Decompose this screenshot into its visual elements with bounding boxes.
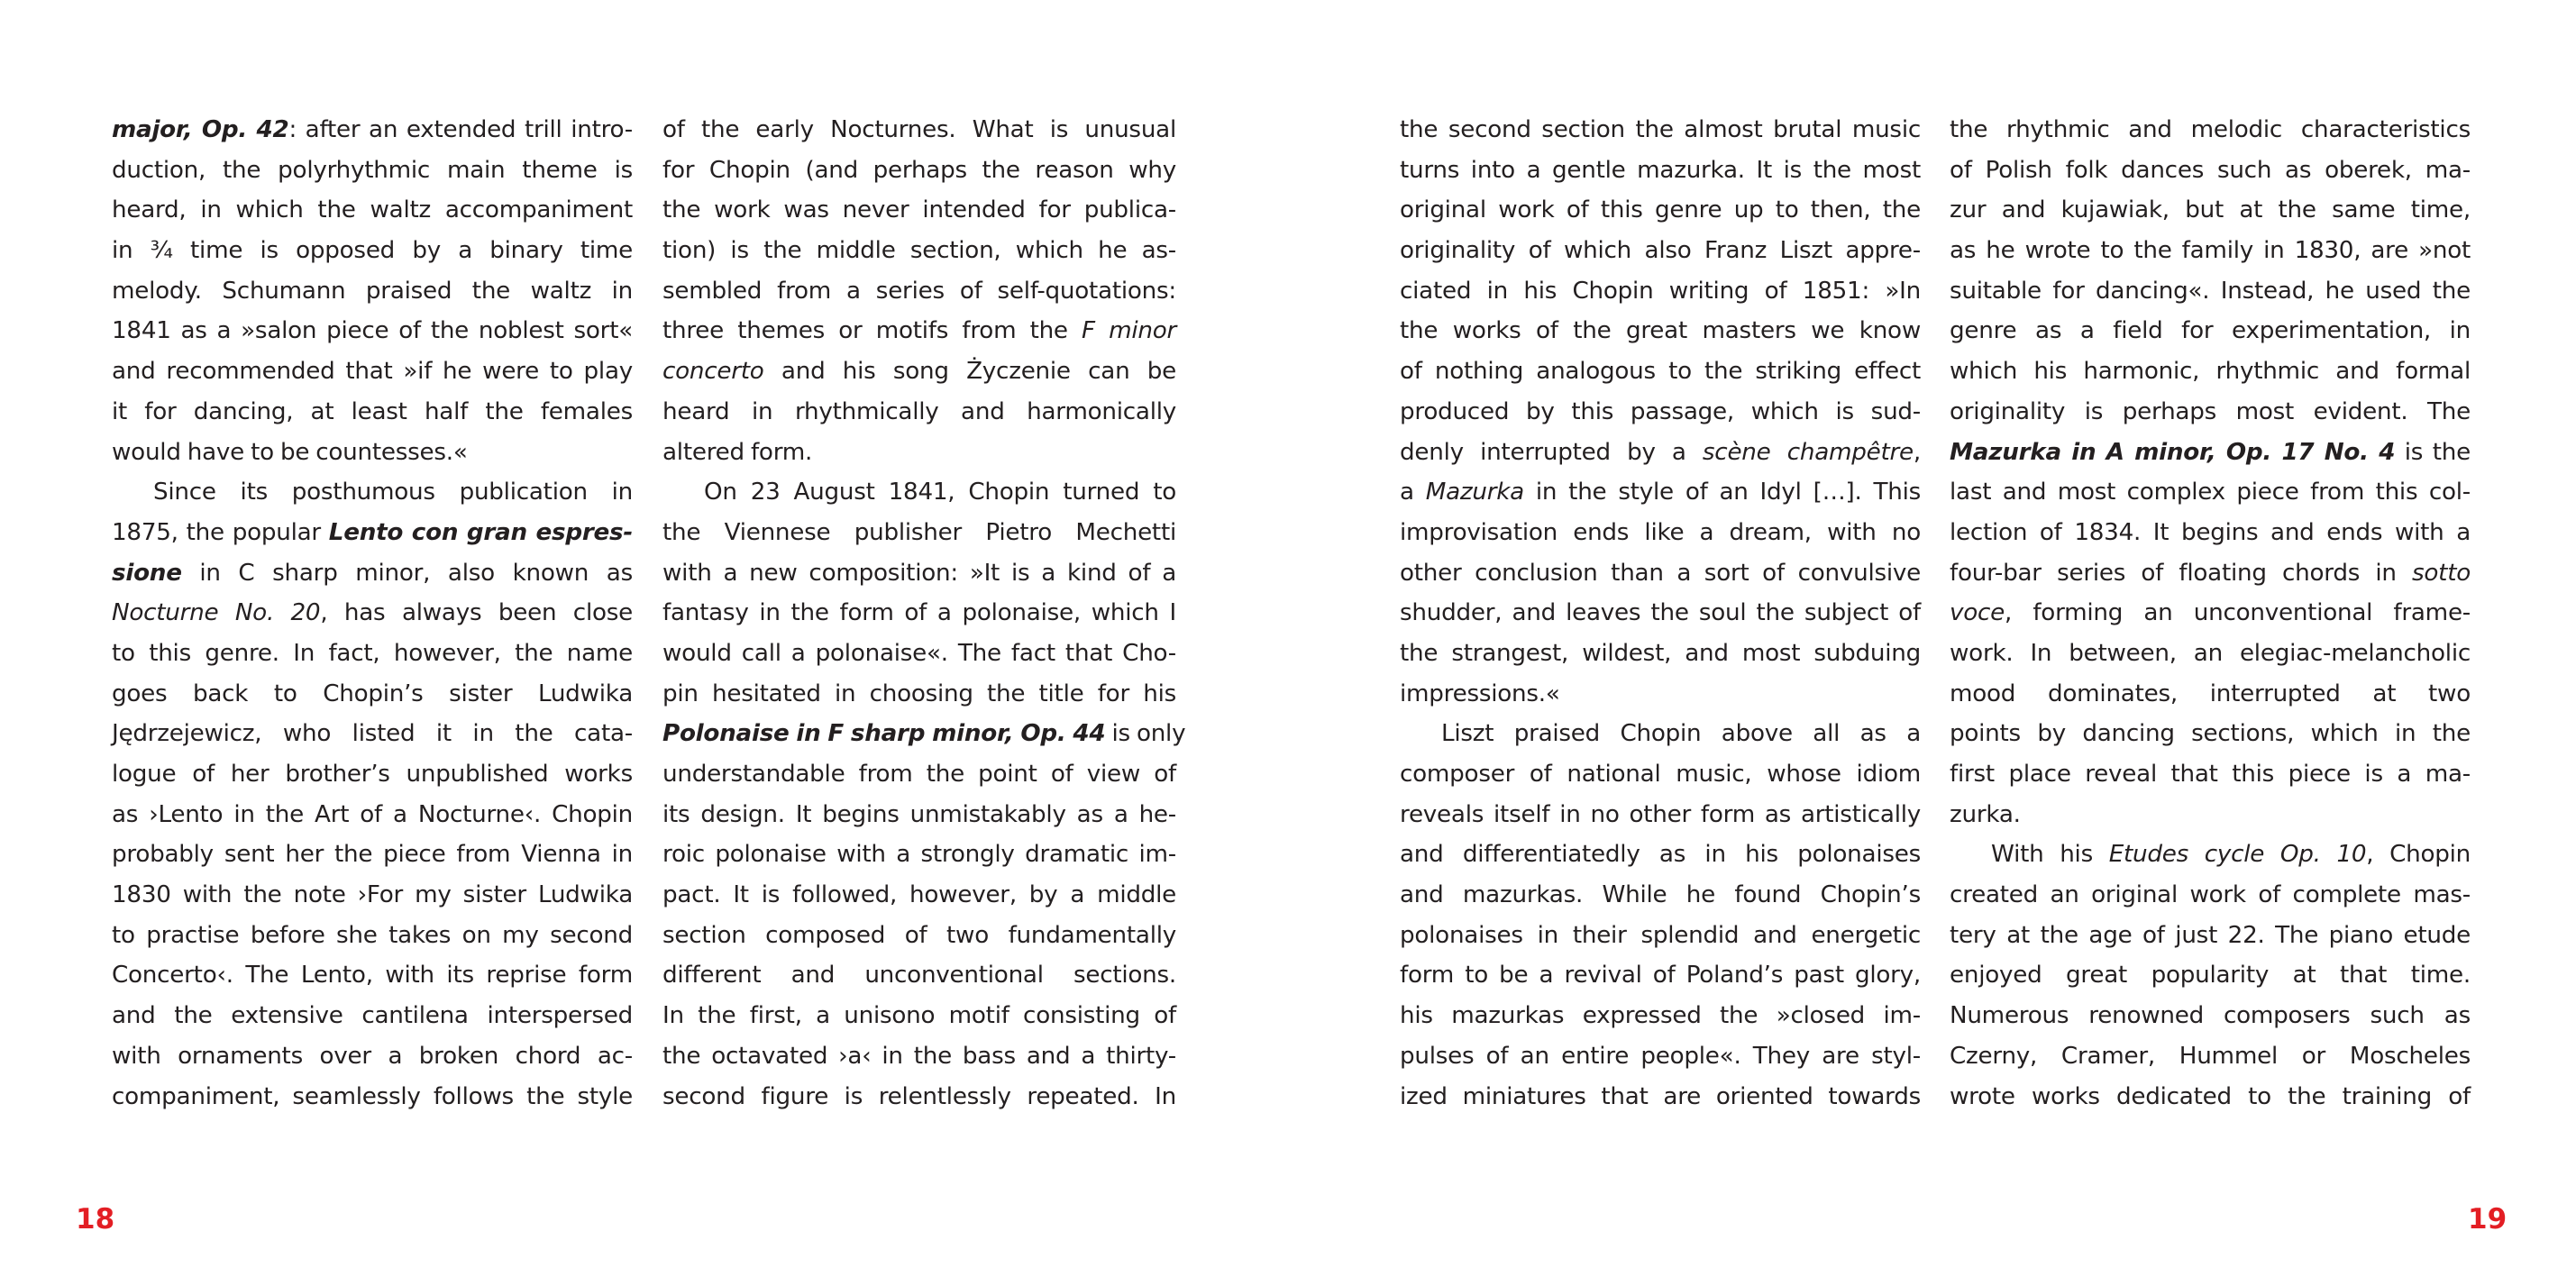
- page-number-right: 19: [2468, 1203, 2507, 1236]
- text-line: [662, 190, 1176, 231]
- text-line: [112, 835, 633, 875]
- text-column-2: [662, 110, 1186, 1117]
- text-column-3: [1400, 110, 1921, 1117]
- text-line: [1950, 231, 2471, 271]
- body-text: with ornaments over a broken chord ac-: [112, 1042, 633, 1070]
- text-column-1: [112, 110, 633, 1117]
- body-text: zurka.: [1950, 800, 2021, 828]
- body-text: would call a polonaise«. The fact that Cho-: [662, 639, 1176, 667]
- text-line: [112, 392, 633, 433]
- text-line: [662, 351, 1176, 392]
- body-text: and recommended that »if he were to play: [112, 358, 633, 386]
- body-text: as he wrote to the family in 1830, are »not: [1950, 237, 2471, 265]
- text-line: [112, 1036, 633, 1077]
- work-title-text: Lento con gran espres-: [328, 518, 633, 546]
- body-text: produced by this passage, which is sud-: [1400, 397, 1921, 425]
- body-text: which his harmonic, rhythmic and formal: [1950, 358, 2471, 386]
- text-line: [1400, 513, 1921, 553]
- text-line: [112, 351, 633, 392]
- text-line: [112, 593, 633, 634]
- work-title-text: Mazurka in A minor, Op. 17 No. 4: [1950, 438, 2396, 466]
- text-line: [112, 674, 633, 715]
- text-line: [1400, 634, 1921, 674]
- text-line: [1950, 754, 2471, 795]
- body-text: sembled from a series of self-quotations:: [662, 277, 1176, 305]
- body-text: is the: [2395, 438, 2471, 466]
- text-line: [1950, 271, 2471, 312]
- body-text: in ¾ time is opposed by a binary time: [112, 237, 633, 265]
- body-text: ciated in his Chopin writing of 1851: »In: [1400, 277, 1921, 305]
- body-text: suitable for dancing«. Instead, he used the: [1950, 277, 2471, 305]
- text-line: [112, 875, 633, 916]
- body-text: pin hesitated in choosing the title for his: [662, 680, 1176, 707]
- body-text: genre as a field for experimentation, in: [1950, 317, 2471, 345]
- body-text: ized miniatures that are oriented towards: [1400, 1082, 1921, 1110]
- text-line: [1400, 795, 1921, 835]
- body-text: , has always been close: [320, 599, 633, 627]
- work-title-text: sione: [112, 559, 182, 587]
- text-line: [1400, 190, 1921, 231]
- body-text: polonaises in their splendid and energetic: [1400, 921, 1921, 949]
- text-line: [1400, 392, 1921, 433]
- italic-text: concerto: [662, 358, 764, 386]
- body-text: zur and kujawiak, but at the same time,: [1950, 196, 2471, 224]
- text-line: [112, 1077, 633, 1117]
- body-text: , Chopin: [2366, 841, 2471, 869]
- body-text: the strangest, wildest, and most subduing: [1400, 639, 1921, 667]
- body-text: Concerto‹. The Lento, with its reprise form: [112, 962, 633, 990]
- body-text: shudder, and leaves the soul the subject of: [1400, 599, 1921, 627]
- body-text: enjoyed great popularity at that time.: [1950, 962, 2471, 990]
- text-line: [662, 433, 1176, 473]
- body-text: for Chopin (and perhaps the reason why: [662, 156, 1176, 184]
- text-line: [1950, 433, 2471, 473]
- body-text: Since its posthumous publication in: [153, 479, 633, 506]
- body-text: Jędrzejewicz, who listed it in the cata-: [112, 720, 633, 748]
- text-line: [1400, 110, 1921, 151]
- body-text: 1875, the popular: [112, 518, 329, 546]
- body-text: companiment, seamlessly follows the style: [112, 1082, 633, 1110]
- text-line: [662, 795, 1176, 835]
- text-line: [1400, 231, 1921, 271]
- body-text: pulses of an entire people«. They are styl-: [1400, 1042, 1921, 1070]
- italic-text: Mazurka: [1425, 479, 1524, 506]
- body-text: altered form.: [662, 438, 813, 466]
- text-line: [662, 392, 1176, 433]
- text-line: [112, 916, 633, 956]
- text-line: [662, 513, 1176, 553]
- text-line: [1950, 916, 2471, 956]
- body-text: tion) is the middle section, which he as-: [662, 237, 1176, 265]
- body-text: his mazurkas expressed the »closed im-: [1400, 1002, 1921, 1030]
- text-line: [1950, 311, 2471, 351]
- text-line: [112, 433, 633, 473]
- body-text: , forming an unconventional frame-: [2005, 599, 2471, 627]
- text-line: [112, 271, 633, 312]
- body-text: 1830 with the note ›For my sister Ludwika: [112, 881, 633, 909]
- body-text: impressions.«: [1400, 680, 1560, 707]
- italic-text: voce: [1950, 599, 2005, 627]
- text-line: [662, 916, 1176, 956]
- page-number-left: 18: [76, 1203, 115, 1236]
- text-line: [662, 875, 1176, 916]
- body-text: In the first, a unisono motif consisting of: [662, 1002, 1176, 1030]
- body-text: in the style of an Idyl […]. This: [1523, 479, 1921, 506]
- body-text: to this genre. In fact, however, the name: [112, 639, 633, 667]
- text-line: [1400, 472, 1921, 513]
- body-text: wrote works dedicated to the training of: [1950, 1082, 2471, 1110]
- body-text: form to be a revival of Poland’s past glory,: [1400, 962, 1921, 990]
- body-text: Numerous renowned composers such as: [1950, 1002, 2471, 1030]
- body-text: the Viennese publisher Pietro Mechetti: [662, 518, 1176, 546]
- text-line: [1950, 513, 2471, 553]
- text-line: [112, 634, 633, 674]
- text-line: [112, 311, 633, 351]
- text-line: [662, 593, 1176, 634]
- text-line: [662, 1077, 1176, 1117]
- body-text: turns into a gentle mazurka. It is the most: [1400, 156, 1921, 184]
- body-text: ,: [1913, 438, 1921, 466]
- text-line: [1950, 593, 2471, 634]
- body-text: is only: [1105, 720, 1186, 748]
- text-line: [112, 553, 633, 594]
- text-line: [662, 835, 1176, 875]
- text-line: [662, 231, 1176, 271]
- body-text: of the early Nocturnes. What is unusual: [662, 116, 1176, 143]
- text-line: [662, 996, 1176, 1036]
- body-text: it for dancing, at least half the females: [112, 397, 633, 425]
- text-line: [662, 634, 1176, 674]
- text-line: [1400, 875, 1921, 916]
- body-text: understandable from the point of view of: [662, 761, 1176, 788]
- body-text: pact. It is followed, however, by a middle: [662, 881, 1176, 909]
- text-line: [1950, 674, 2471, 715]
- body-text: lection of 1834. It begins and ends with a: [1950, 518, 2471, 546]
- text-line: [1400, 351, 1921, 392]
- text-line: [1400, 835, 1921, 875]
- work-title-text: Polonaise in F sharp minor, Op. 44: [662, 720, 1106, 748]
- body-text: originality is perhaps most evident. The: [1950, 397, 2471, 425]
- text-line: [112, 110, 633, 151]
- body-text: 1841 as a »salon piece of the noblest sort«: [112, 317, 633, 345]
- body-text: last and most complex piece from this col-: [1950, 479, 2471, 506]
- body-text: With his: [1991, 841, 2109, 869]
- text-line: [1950, 835, 2471, 875]
- body-text: heard in rhythmically and harmonically: [662, 397, 1176, 425]
- italic-text: Etudes cycle Op. 10: [2108, 841, 2367, 869]
- text-line: [1950, 795, 2471, 835]
- text-line: [662, 553, 1176, 594]
- body-text: of nothing analogous to the striking effect: [1400, 358, 1921, 386]
- body-text: composer of national music, whose idiom: [1400, 761, 1921, 788]
- body-text: the works of the great masters we know: [1400, 317, 1921, 345]
- work-title-text: major, Op. 42: [112, 116, 289, 143]
- body-text: Czerny, Cramer, Hummel or Moscheles: [1950, 1042, 2471, 1070]
- text-line: [1950, 634, 2471, 674]
- text-line: [1950, 955, 2471, 996]
- body-text: to practise before she takes on my second: [112, 921, 633, 949]
- text-line: [1400, 553, 1921, 594]
- body-text: duction, the polyrhythmic main theme is: [112, 156, 633, 184]
- body-text: of Polish folk dances such as oberek, ma-: [1950, 156, 2471, 184]
- italic-text: sotto: [2412, 559, 2471, 587]
- body-text: its design. It begins unmistakably as a he-: [662, 800, 1176, 828]
- body-text: originality of which also Franz Liszt appre-: [1400, 237, 1921, 265]
- body-text: and the extensive cantilena interspersed: [112, 1002, 633, 1030]
- text-line: [1400, 151, 1921, 191]
- body-text: probably sent her the piece from Vienna in: [112, 841, 633, 869]
- body-text: roic polonaise with a strongly dramatic im-: [662, 841, 1176, 869]
- body-text: melody. Schumann praised the waltz in: [112, 277, 633, 305]
- text-line: [662, 1036, 1176, 1077]
- body-text: heard, in which the waltz accompaniment: [112, 196, 633, 224]
- body-text: different and unconventional sections.: [662, 962, 1176, 990]
- text-line: [1400, 714, 1921, 754]
- text-line: [662, 271, 1176, 312]
- body-text: created an original work of complete mas-: [1950, 881, 2471, 909]
- body-text: points by dancing sections, which in the: [1950, 720, 2471, 748]
- text-line: [1950, 553, 2471, 594]
- text-line: [1400, 674, 1921, 715]
- body-text: four-bar series of floating chords in: [1950, 559, 2413, 587]
- italic-text: F minor: [1082, 317, 1176, 345]
- text-line: [1400, 754, 1921, 795]
- body-text: Liszt praised Chopin above all as a: [1441, 720, 1921, 748]
- body-text: fantasy in the form of a polonaise, which I: [662, 599, 1176, 627]
- body-text: section composed of two fundamentally: [662, 921, 1176, 949]
- body-text: reveals itself in no other form as artistically: [1400, 800, 1921, 828]
- body-text: goes back to Chopin’s sister Ludwika: [112, 680, 633, 707]
- text-line: [112, 513, 633, 553]
- text-line: [1950, 190, 2471, 231]
- body-text: three themes or motifs from the: [662, 317, 1082, 345]
- body-text: and his song Życzenie can be: [763, 358, 1176, 386]
- text-line: [1950, 714, 2471, 754]
- text-line: [662, 151, 1176, 191]
- body-text: would have to be countesses.«: [112, 438, 468, 466]
- text-line: [1400, 1036, 1921, 1077]
- text-line: [1950, 1077, 2471, 1117]
- text-line: [1950, 472, 2471, 513]
- text-line: [1400, 311, 1921, 351]
- body-text: other conclusion than a sort of convulsive: [1400, 559, 1921, 587]
- text-line: [112, 190, 633, 231]
- text-line: [112, 955, 633, 996]
- text-line: [1400, 593, 1921, 634]
- body-text: the work was never intended for publica-: [662, 196, 1176, 224]
- body-text: tery at the age of just 22. The piano etude: [1950, 921, 2471, 949]
- italic-text: Nocturne No. 20: [112, 599, 321, 627]
- text-line: [662, 110, 1176, 151]
- body-text: the second section the almost brutal music: [1400, 116, 1921, 143]
- italic-text: scène champêtre: [1702, 438, 1914, 466]
- body-text: second figure is relentlessly repeated. In: [662, 1082, 1176, 1110]
- body-text: the octavated ›a‹ in the bass and a thirty-: [662, 1042, 1176, 1070]
- text-line: [662, 955, 1176, 996]
- text-line: [1950, 875, 2471, 916]
- text-line: [1950, 996, 2471, 1036]
- text-line: [112, 754, 633, 795]
- text-line: [1400, 916, 1921, 956]
- body-text: work. In between, an elegiac-melancholic: [1950, 639, 2471, 667]
- text-line: [662, 311, 1176, 351]
- body-text: mood dominates, interrupted at two: [1950, 680, 2471, 707]
- text-line: [1950, 110, 2471, 151]
- text-line: [1950, 151, 2471, 191]
- body-text: the rhythmic and melodic characteristics: [1950, 116, 2471, 143]
- text-line: [1400, 271, 1921, 312]
- text-line: [1400, 996, 1921, 1036]
- text-line: [112, 151, 633, 191]
- body-text: and differentiatedly as in his polonaises: [1400, 841, 1921, 869]
- text-line: [112, 231, 633, 271]
- text-line: [662, 674, 1176, 715]
- text-line: [1400, 433, 1921, 473]
- text-line: [662, 714, 1186, 754]
- body-text: logue of her brother’s unpublished works: [112, 761, 633, 788]
- text-line: [1950, 1036, 2471, 1077]
- page-right: [1288, 0, 2576, 1277]
- body-text: denly interrupted by a: [1400, 438, 1703, 466]
- body-text: first place reveal that this piece is a ma-: [1950, 761, 2471, 788]
- body-text: improvisation ends like a dream, with no: [1400, 518, 1921, 546]
- body-text: a: [1400, 479, 1426, 506]
- body-text: with a new composition: »It is a kind of a: [662, 559, 1176, 587]
- text-column-4: [1950, 110, 2471, 1117]
- body-text: original work of this genre up to then, the: [1400, 196, 1921, 224]
- text-line: [1400, 1077, 1921, 1117]
- text-line: [112, 795, 633, 835]
- body-text: On 23 August 1841, Chopin turned to: [704, 479, 1176, 506]
- text-line: [1950, 351, 2471, 392]
- body-text: as ›Lento in the Art of a Nocturne‹. Chopin: [112, 800, 633, 828]
- body-text: in C sharp minor, also known as: [181, 559, 633, 587]
- text-line: [112, 996, 633, 1036]
- text-line: [662, 754, 1176, 795]
- text-line: [1950, 392, 2471, 433]
- text-line: [112, 714, 633, 754]
- text-line: [662, 472, 1176, 513]
- body-text: and mazurkas. While he found Chopin’s: [1400, 881, 1921, 909]
- body-text: : after an extended trill intro-: [288, 116, 633, 143]
- text-line: [112, 472, 633, 513]
- text-line: [1400, 955, 1921, 996]
